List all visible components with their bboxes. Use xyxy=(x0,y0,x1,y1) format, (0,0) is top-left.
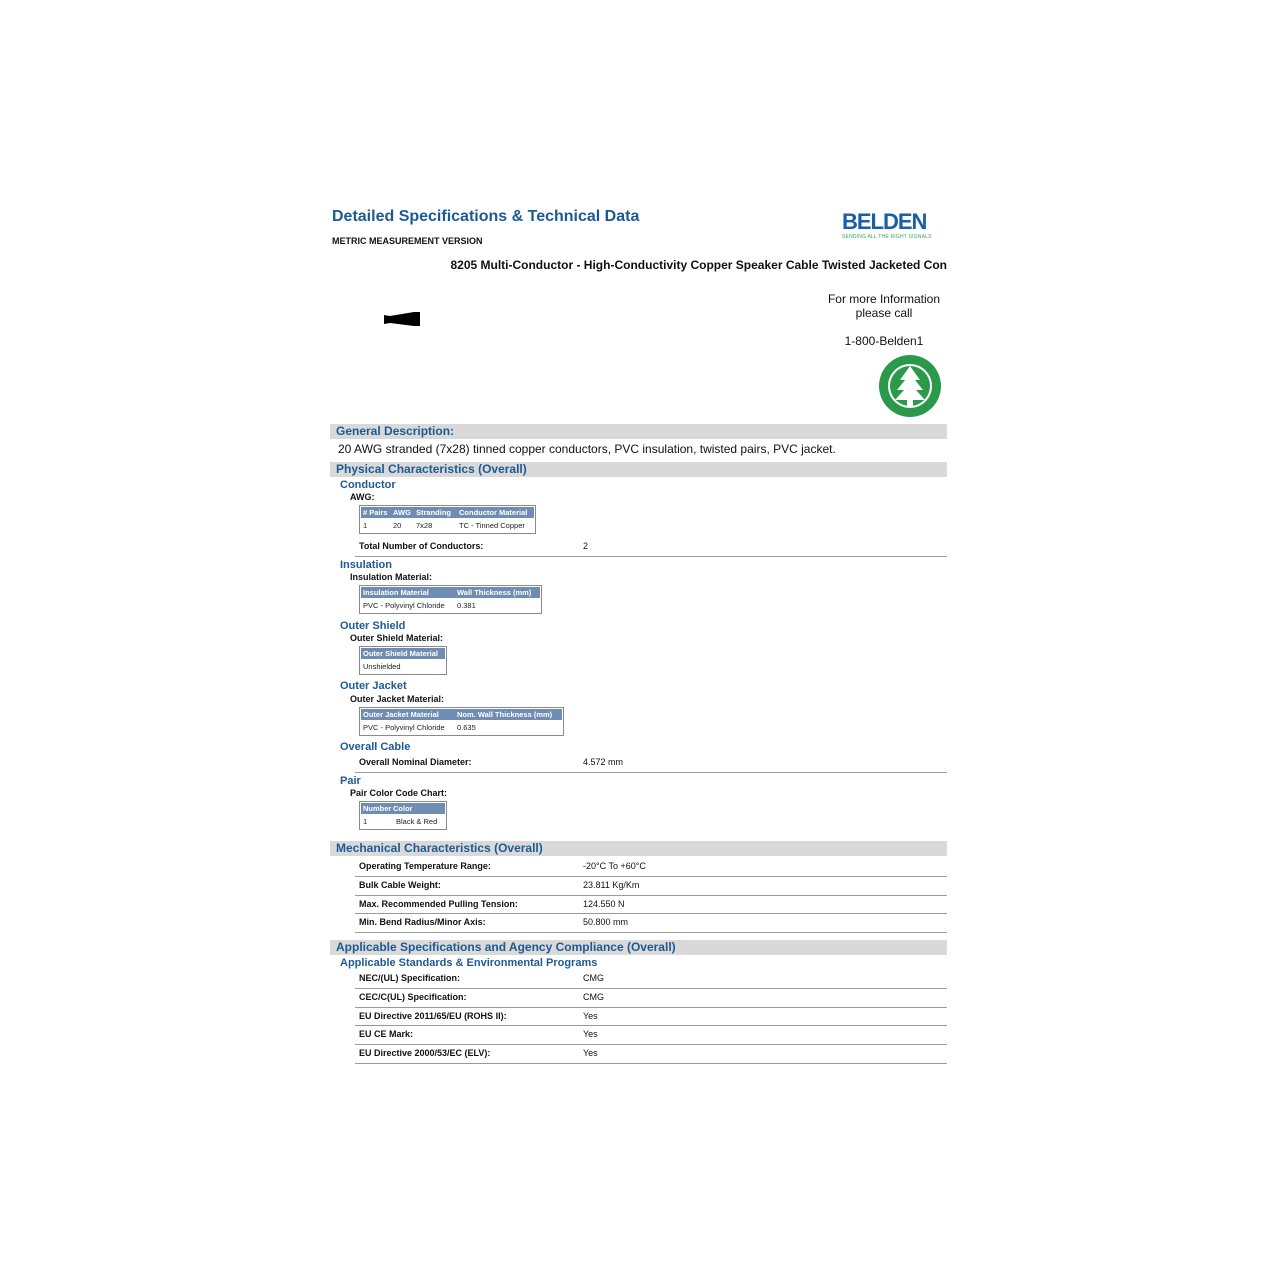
compliance-row-label: NEC/(UL) Specification: xyxy=(359,973,461,983)
table-header: Color xyxy=(393,804,413,813)
compliance-row-value: CMG xyxy=(583,992,604,1002)
divider xyxy=(355,932,947,933)
outer-shield-material-label: Outer Shield Material: xyxy=(350,633,444,643)
table-header: Conductor Material xyxy=(459,508,528,517)
insulation-material-label: Insulation Material: xyxy=(350,572,433,582)
awg-label: AWG: xyxy=(350,492,375,502)
section-general-description xyxy=(330,424,947,439)
compliance-row-label: CEC/C(UL) Specification: xyxy=(359,992,467,1002)
total-conductors-label: Total Number of Conductors: xyxy=(359,541,484,551)
section-physical-characteristics xyxy=(330,462,947,477)
section-mechanical-characteristics xyxy=(330,841,947,856)
contact-line-2: please call xyxy=(855,306,913,320)
outer-shield-heading: Outer Shield xyxy=(340,620,406,632)
table-cell: TC - Tinned Copper xyxy=(459,521,525,530)
overall-cable-heading: Overall Cable xyxy=(340,741,411,753)
mechanical-row-value: 23.811 Kg/Km xyxy=(583,880,640,890)
mechanical-row-value: -20°C To +60°C xyxy=(583,861,646,871)
insulation-heading: Insulation xyxy=(340,559,392,571)
table-header: Stranding xyxy=(416,508,451,517)
general-description-text: 20 AWG stranded (7x28) tinned copper conductors, PVC insulation, twisted pairs, PVC jacket. xyxy=(338,442,836,456)
logo-tagline: SENDING ALL THE RIGHT SIGNALS xyxy=(842,234,932,240)
table-header: Insulation Material xyxy=(363,588,429,597)
table-header: # Pairs xyxy=(363,508,388,517)
compliance-row-value: Yes xyxy=(583,1048,598,1058)
mechanical-row-value: 50.800 mm xyxy=(583,917,629,927)
outer-jacket-material-label: Outer Jacket Material: xyxy=(350,694,445,704)
section-title: Applicable Specifications and Agency Compliance (Overall) xyxy=(336,940,676,954)
conductor-heading: Conductor xyxy=(340,479,396,491)
overall-diameter-value: 4.572 mm xyxy=(583,757,624,767)
table-cell: 1 xyxy=(363,817,368,826)
table-cell: 7x28 xyxy=(416,521,433,530)
table-cell: Unshielded xyxy=(363,662,401,671)
divider xyxy=(355,1063,947,1064)
table-header: Wall Thickness (mm) xyxy=(457,588,532,597)
spec-sheet xyxy=(330,200,950,1080)
mechanical-row-label: Max. Recommended Pulling Tension: xyxy=(359,899,518,909)
compliance-row-label: EU CE Mark: xyxy=(359,1029,414,1039)
pair-color-table xyxy=(359,801,447,830)
pair-heading: Pair xyxy=(340,775,361,787)
conductor-table xyxy=(359,505,536,534)
compliance-row-label: EU Directive 2000/53/EC (ELV): xyxy=(359,1048,491,1058)
document-title: Detailed Specifications & Technical Data xyxy=(332,208,640,225)
table-cell: 0.635 xyxy=(457,723,476,732)
table-header: Outer Jacket Material xyxy=(363,710,439,719)
mechanical-row-label: Operating Temperature Range: xyxy=(359,861,491,871)
table-cell: PVC - Polyvinyl Chloride xyxy=(363,723,445,732)
total-conductors-value: 2 xyxy=(583,541,589,551)
table-cell: Black & Red xyxy=(396,817,438,826)
table-header: Number xyxy=(363,804,392,813)
divider xyxy=(355,1025,947,1026)
compliance-row-value: Yes xyxy=(583,1029,598,1039)
compliance-row-value: Yes xyxy=(583,1011,598,1021)
section-compliance xyxy=(330,940,947,955)
mechanical-row-value: 124.550 N xyxy=(583,899,625,909)
table-header: Nom. Wall Thickness (mm) xyxy=(457,710,553,719)
divider xyxy=(355,988,947,989)
outer-jacket-heading: Outer Jacket xyxy=(340,680,407,692)
overall-diameter-label: Overall Nominal Diameter: xyxy=(359,757,472,767)
divider xyxy=(355,1007,947,1008)
outer-jacket-table xyxy=(359,707,564,736)
divider xyxy=(355,1044,947,1045)
table-cell: 20 xyxy=(393,521,402,530)
mechanical-row-label: Bulk Cable Weight: xyxy=(359,880,441,890)
table-cell: 1 xyxy=(363,521,368,530)
contact-line-1: For more Information xyxy=(827,292,941,306)
product-title: 8205 Multi-Conductor - High-Conductivity Copper Speaker Cable Twisted Jacketed Con xyxy=(450,258,947,272)
compliance-row-label: EU Directive 2011/65/EU (ROHS II): xyxy=(359,1011,507,1021)
pair-color-code-label: Pair Color Code Chart: xyxy=(350,788,448,798)
rohs-compliant-seal-icon xyxy=(878,354,942,418)
divider xyxy=(355,913,947,914)
divider xyxy=(355,772,947,773)
divider xyxy=(355,556,947,557)
section-title: Mechanical Characteristics (Overall) xyxy=(336,841,543,855)
contact-phone: 1-800-Belden1 xyxy=(844,334,924,348)
table-cell: PVC - Polyvinyl Chloride xyxy=(363,601,445,610)
section-title: General Description: xyxy=(336,424,455,438)
cable-image xyxy=(384,310,420,328)
standards-heading: Applicable Standards & Environmental Programs xyxy=(340,957,598,969)
table-header: Outer Shield Material xyxy=(363,649,439,658)
belden-logo xyxy=(842,210,934,244)
outer-shield-table xyxy=(359,646,447,675)
mechanical-row-label: Min. Bend Radius/Minor Axis: xyxy=(359,917,486,927)
divider xyxy=(355,876,947,877)
logo-wordmark: BELDEN xyxy=(842,209,927,234)
table-cell: 0.381 xyxy=(457,601,476,610)
document-subtitle: METRIC MEASUREMENT VERSION xyxy=(332,236,483,246)
insulation-table xyxy=(359,585,542,614)
section-title: Physical Characteristics (Overall) xyxy=(336,462,527,476)
divider xyxy=(355,895,947,896)
contact-info xyxy=(820,292,948,348)
table-header: AWG xyxy=(393,508,411,517)
compliance-row-value: CMG xyxy=(583,973,604,983)
